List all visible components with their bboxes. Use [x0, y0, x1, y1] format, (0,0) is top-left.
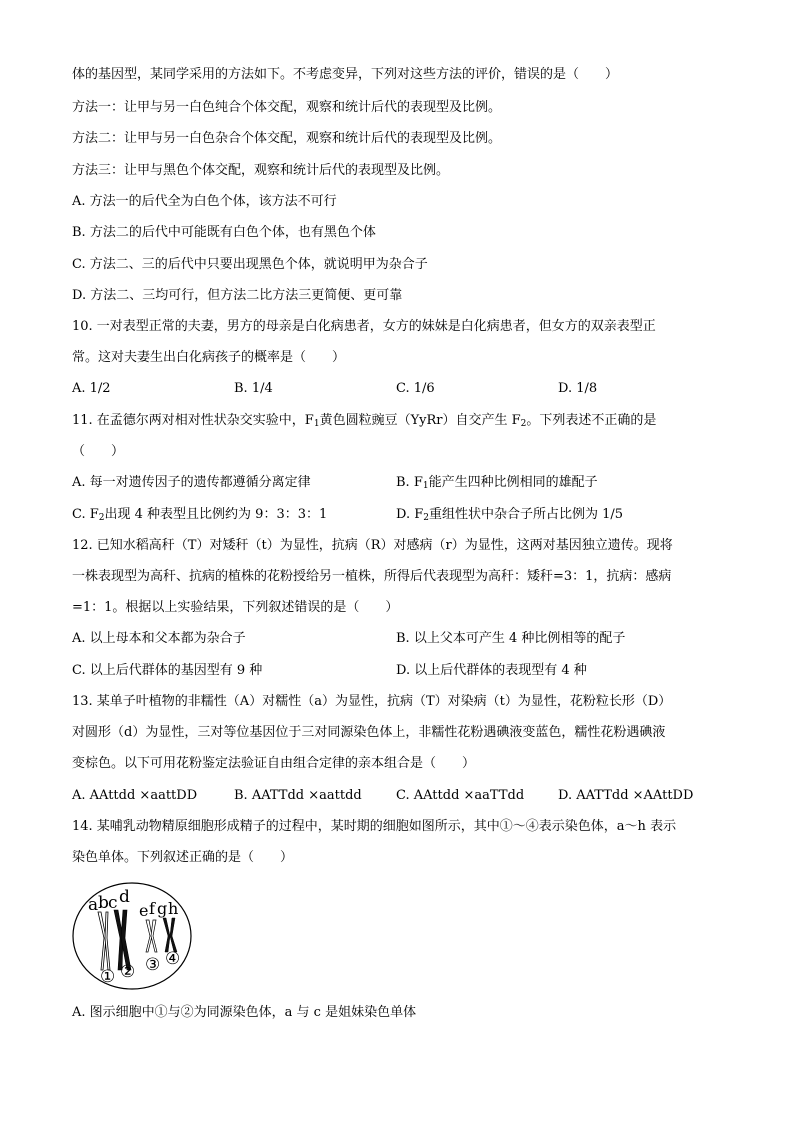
q9-option-d: D. 方法二、三均可行，但方法二比方法三更简便、更可靠: [72, 288, 403, 303]
q9-option-a: A. 方法一的后代全为白色个体，该方法不可行: [72, 194, 337, 209]
chromatid-label-a: a: [88, 895, 99, 915]
q11-stem-part2: 黄色圆粒豌豆（YyRr）自交产生 F: [319, 413, 521, 428]
chromosome-2: [114, 910, 131, 970]
q11-option-c-text: 出现 4 种表型且比例约为 9：3：3：1: [104, 507, 328, 522]
chromatid-label-b: b: [98, 893, 109, 913]
q12-option-d: D. 以上后代群体的表现型有 4 种: [396, 663, 587, 678]
q10-option-d: D. 1/8: [558, 381, 598, 396]
q11-option-c: [72, 506, 327, 524]
q11-subscript-f2: 2: [520, 419, 527, 429]
q11-option-b-text: 能产生四种比例相同的雄配子: [428, 475, 598, 490]
chromatid-label-g: g: [157, 899, 168, 918]
q13-option-c: C. AAttdd ×aaTTdd: [396, 788, 525, 803]
q9-method3: 方法三：让甲与黑色个体交配，观察和统计后代的表现型及比例。: [72, 163, 450, 178]
chromatid-label-h: h: [168, 899, 179, 918]
chromosome-number-2: ②: [120, 962, 136, 982]
q12-option-a: A. 以上母本和父本都为杂合子: [72, 631, 246, 646]
q9-stem: 体的基因型，某同学采用的方法如下。不考虑变异，下列对这些方法的评价，错误的是（ ）: [72, 67, 619, 82]
chromatid-label-c: c: [108, 893, 118, 913]
q9-method2: 方法二：让甲与另一白色杂合个体交配，观察和统计后代的表现型及比例。: [72, 131, 502, 146]
q13-stem-line1: 13. 某单子叶植物的非糯性（A）对糯性（a）为显性，抗病（T）对染病（t）为显性，花粉粒长形（D）: [72, 694, 672, 709]
q11-stem-part1: 11. 在孟德尔两对相对性状杂交实验中，F: [72, 413, 314, 428]
q10-stem-line2: 常。这对夫妻生出白化病孩子的概率是（ ）: [72, 350, 346, 365]
q14-option-a: A. 图示细胞中①与②为同源染色体，a 与 c 是姐妹染色单体: [72, 1005, 417, 1020]
q11-option-d-subscript: 2: [423, 513, 429, 523]
q11-option-d-text: 重组性状中杂合子所占比例为 1/5: [428, 507, 624, 522]
q10-option-c: C. 1/6: [396, 381, 435, 396]
q11-stem-line2: （ ）: [72, 444, 125, 459]
q12-option-c: C. 以上后代群体的基因型有 9 种: [72, 663, 263, 678]
q11-option-b-subscript: 1: [422, 481, 429, 491]
q11-option-b-prefix: B. F: [396, 475, 423, 490]
q9-option-b: B. 方法二的后代中可能既有白色个体，也有黑色个体: [72, 225, 376, 240]
chromosome-number-4: ④: [165, 949, 181, 969]
chromosome-4: [163, 918, 177, 952]
chromosome-number-1: ①: [100, 967, 116, 987]
q11-option-d: [396, 506, 623, 524]
chromosome-1: [98, 912, 110, 970]
chromatid-label-f: f: [149, 899, 155, 918]
q12-stem-line2: 一株表现型为高秆、抗病的植株的花粉授给另一植株，所得后代表现型为高秆：矮秆=3：1，抗病：感病: [72, 569, 672, 584]
cell-chromosome-figure: [70, 880, 194, 992]
q14-stem-line1: 14. 某哺乳动物精原细胞形成精子的过程中，某时期的细胞如图所示，其中①～④表示染色体，a～h 表示: [72, 819, 677, 834]
q13-option-b: B. AATTdd ×aattdd: [234, 788, 362, 803]
q11-option-b: [396, 474, 598, 492]
q11-option-a: A. 每一对遗传因子的遗传都遵循分离定律: [72, 475, 311, 490]
q9-method1: 方法一：让甲与另一白色纯合个体交配，观察和统计后代的表现型及比例。: [72, 100, 502, 115]
q12-option-b: B. 以上父本可产生 4 种比例相等的配子: [396, 631, 626, 646]
q14-stem-line2: 染色单体。下列叙述正确的是（ ）: [72, 850, 294, 865]
q11-stem-part3: 。下列表述不正确的是: [526, 413, 657, 428]
q13-option-a: A. AAttdd ×aattDD: [72, 788, 198, 803]
chromosome-number-3: ③: [145, 955, 161, 975]
q11-option-d-prefix: D. F: [396, 507, 424, 522]
q12-stem-line1: 12. 已知水稻高秆（T）对矮秆（t）为显性，抗病（R）对感病（r）为显性，这两对基因独立遗传。现将: [72, 538, 673, 553]
chromatid-label-d: d: [119, 887, 130, 907]
q9-option-c: C. 方法二、三的后代中只要出现黑色个体，就说明甲为杂合子: [72, 257, 428, 272]
q10-option-b: B. 1/4: [234, 381, 273, 396]
chromosome-3: [146, 920, 157, 952]
q11-subscript-f1: 1: [313, 419, 320, 429]
chromatid-label-e: e: [139, 901, 149, 920]
q10-option-a: A. 1/2: [72, 381, 111, 396]
q13-option-d: D. AATTdd ×AAttDD: [558, 788, 694, 803]
q10-stem-line1: 10. 一对表型正常的夫妻，男方的母亲是白化病患者，女方的妹妹是白化病患者，但女方的双亲表型正: [72, 319, 656, 334]
cell-diagram-svg: [70, 880, 194, 992]
q11-stem-line1: [72, 412, 656, 430]
q13-stem-line3: 变棕色。以下可用花粉鉴定法验证自由组合定律的亲本组合是（ ）: [72, 756, 476, 771]
q12-stem-line3: =1：1。根据以上实验结果，下列叙述错误的是（ ）: [72, 600, 399, 615]
q11-option-c-prefix: C. F: [72, 507, 99, 522]
q11-option-c-subscript: 2: [98, 513, 105, 523]
q13-stem-line2: 对圆形（d）为显性，三对等位基因位于三对同源染色体上，非糯性花粉遇碘液变蓝色，糯性花粉遇碘液: [72, 725, 666, 740]
